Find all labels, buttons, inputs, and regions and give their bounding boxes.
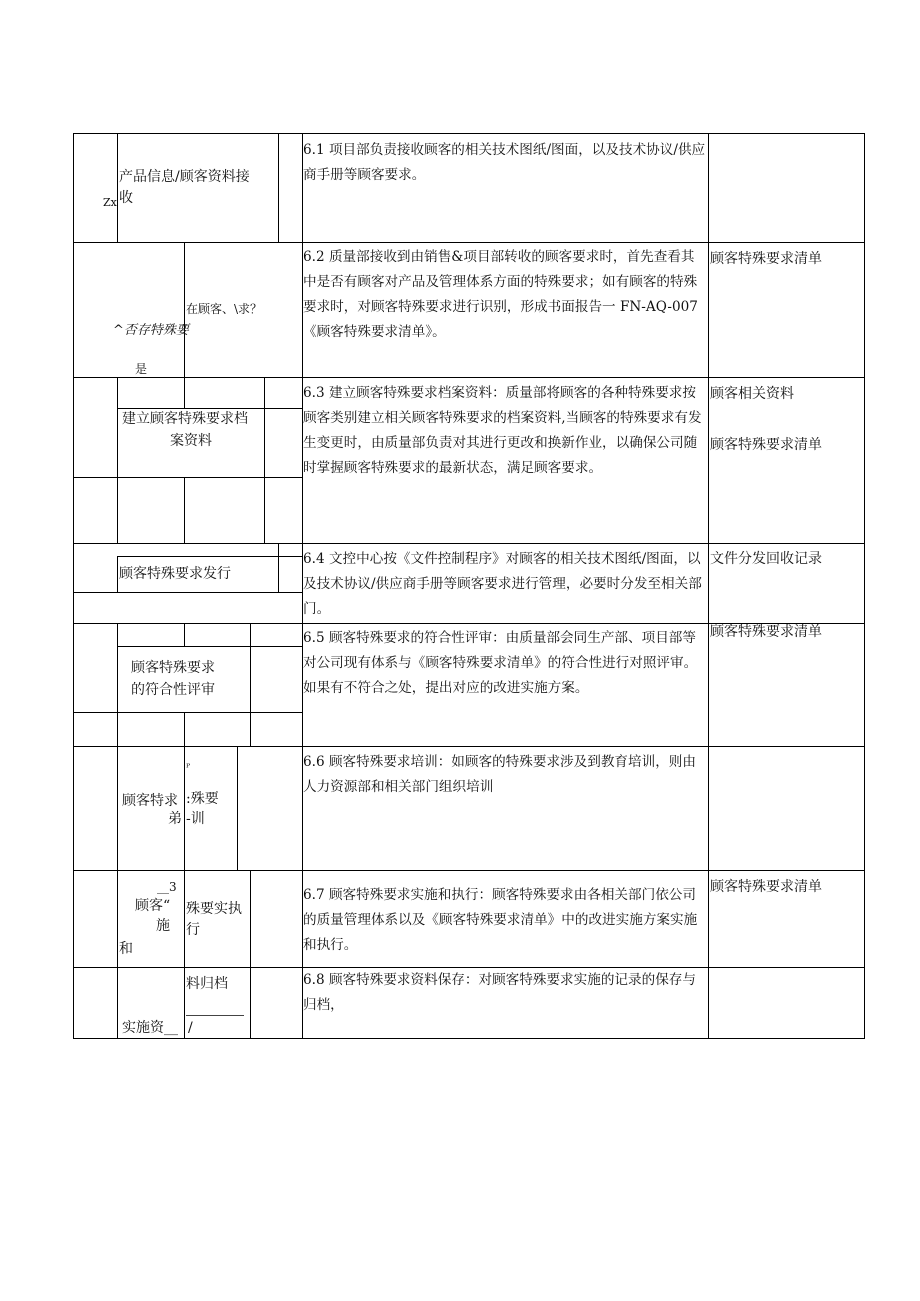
flow-line [117,870,118,967]
flow-step-label: 的符合性评审 [131,682,215,698]
record-item: 顾客特殊要求清单 [710,251,822,267]
step-description: 6.2 质量部接收到由销售&项目部转收的顾客要求时，首先查看其中是否有顾客对产品及管理体系方面的特殊要求；如有顾客的特殊要求时，对顾客特殊要求进行识别，形成书面报告一 FN-AQ-007《顾客特殊要求清单》。 [303,249,698,340]
step-description: 6.7 顾客特殊要求实施和执行：顾客特殊要求由各相关部门依公司的质量管理体系以及《顾客特殊要求清单》中的改进实施方案实施和执行。 [303,887,698,953]
row-separator [73,543,865,544]
flow-step-label: -训 [186,811,205,827]
row-separator [73,377,865,378]
record-item: 顾客特殊要求清单 [710,437,822,453]
flow-line [184,623,185,646]
flow-mark: __3 [157,880,177,894]
flow-step-label: 收 [119,190,133,206]
flow-decision-text: 在顾客、\求？ [186,302,263,316]
flow-line [184,746,185,870]
flow-line [184,377,185,408]
flow-step-label: 弟 [168,811,182,827]
flow-line [186,1015,244,1016]
flow-line [278,543,279,593]
step-description: 6.3 建立顾客特殊要求档案资料：质量部将顾客的各种特殊要求按顾客类别建立相关顾客特殊要求的档案资料,当顾客的特殊要求有发生变更时，由质量部负责对其进行更改和换新作业，以确保公司随时掌握顾客特殊要求的最新状态，满足顾客要求。 [303,385,702,476]
flow-line [264,377,265,408]
flow-line [117,133,118,242]
flow-step-label: 料归档 [186,976,228,992]
flow-step-label: 产品信息/顾客资料接 [119,169,250,185]
flow-step-label: :殊要 [186,791,219,807]
flow-mark: Zx [103,196,117,209]
flow-line [73,592,302,593]
col-divider-records [708,133,709,1039]
flow-line [117,746,118,870]
flow-line [278,133,279,242]
step-description: 6.8 顾客特殊要求资料保存：对顾客特殊要求实施的记录的保存与归档， [303,972,696,1013]
record-item: 顾客相关资料 [710,386,794,402]
flow-line [117,967,118,1039]
flow-yes-label: 是 [135,362,148,376]
flow-line [237,746,238,870]
record-item: 顾客特殊要求清单 [710,624,822,640]
flow-line [117,556,118,592]
flow-step-label: 行 [186,922,200,938]
flow-step-label: 顾客特殊要求 [131,660,215,676]
record-item: 顾客特殊要求清单 [710,879,822,895]
flow-step-label: / [188,1020,193,1036]
flow-line [117,646,302,647]
flow-step-label: 实施资__ [122,1020,178,1036]
flow-line [73,477,302,478]
flow-line [117,623,118,746]
flow-step-label: 建立顾客特殊要求档 [122,411,248,427]
step-description: 6.1 项目部负责接收顾客的相关技术图纸/图面，以及技术协议/供应商手册等顾客要求。 [303,142,706,183]
flow-step-label: 案资料 [170,433,212,449]
step-description: 6.5 顾客特殊要求的符合性评审：由质量部会同生产部、项目部等对公司现有体系与《顾客特殊要求清单》的符合性进行对照评审。如果有不符合之处，提出对应的改进实施方案。 [303,630,698,696]
flow-mark: ᴾ [186,763,191,774]
record-item: 文件分发回收记录 [710,551,822,567]
flow-line [184,967,185,1039]
flow-step-label: 顾客特求 [122,793,178,809]
row-separator [73,870,865,871]
flow-step-label: 施 [156,918,170,934]
flow-line [73,712,302,713]
flow-line [184,870,185,967]
flow-line [117,556,302,557]
flow-line [117,377,118,543]
flow-line [250,623,251,746]
flow-line [184,477,185,543]
flow-line [184,242,185,377]
flow-line [184,712,185,746]
flow-line [264,408,265,477]
step-description: 6.6 顾客特殊要求培训：如顾客的特殊要求涉及到教育培训，则由人力资源部和相关部门组织培训 [303,754,696,795]
flow-step-label: 殊要实执 [186,901,242,917]
row-separator [73,746,865,747]
flow-line [250,870,251,967]
flow-step-label: 和 [119,941,133,957]
flow-line [264,477,265,543]
flow-line [250,967,251,1039]
step-description: 6.4 文控中心按《文件控制程序》对顾客的相关技术图纸/图面，以及技术协议/供应商手册等顾客要求进行管理，必要时分发至相关部门。 [303,551,702,617]
flow-decision-label: ^否存特殊要 [113,323,189,338]
row-separator [73,242,865,243]
flow-step-label: 顾客“ [135,898,171,914]
flow-step-label: 顾客特殊要求发行 [119,566,231,582]
